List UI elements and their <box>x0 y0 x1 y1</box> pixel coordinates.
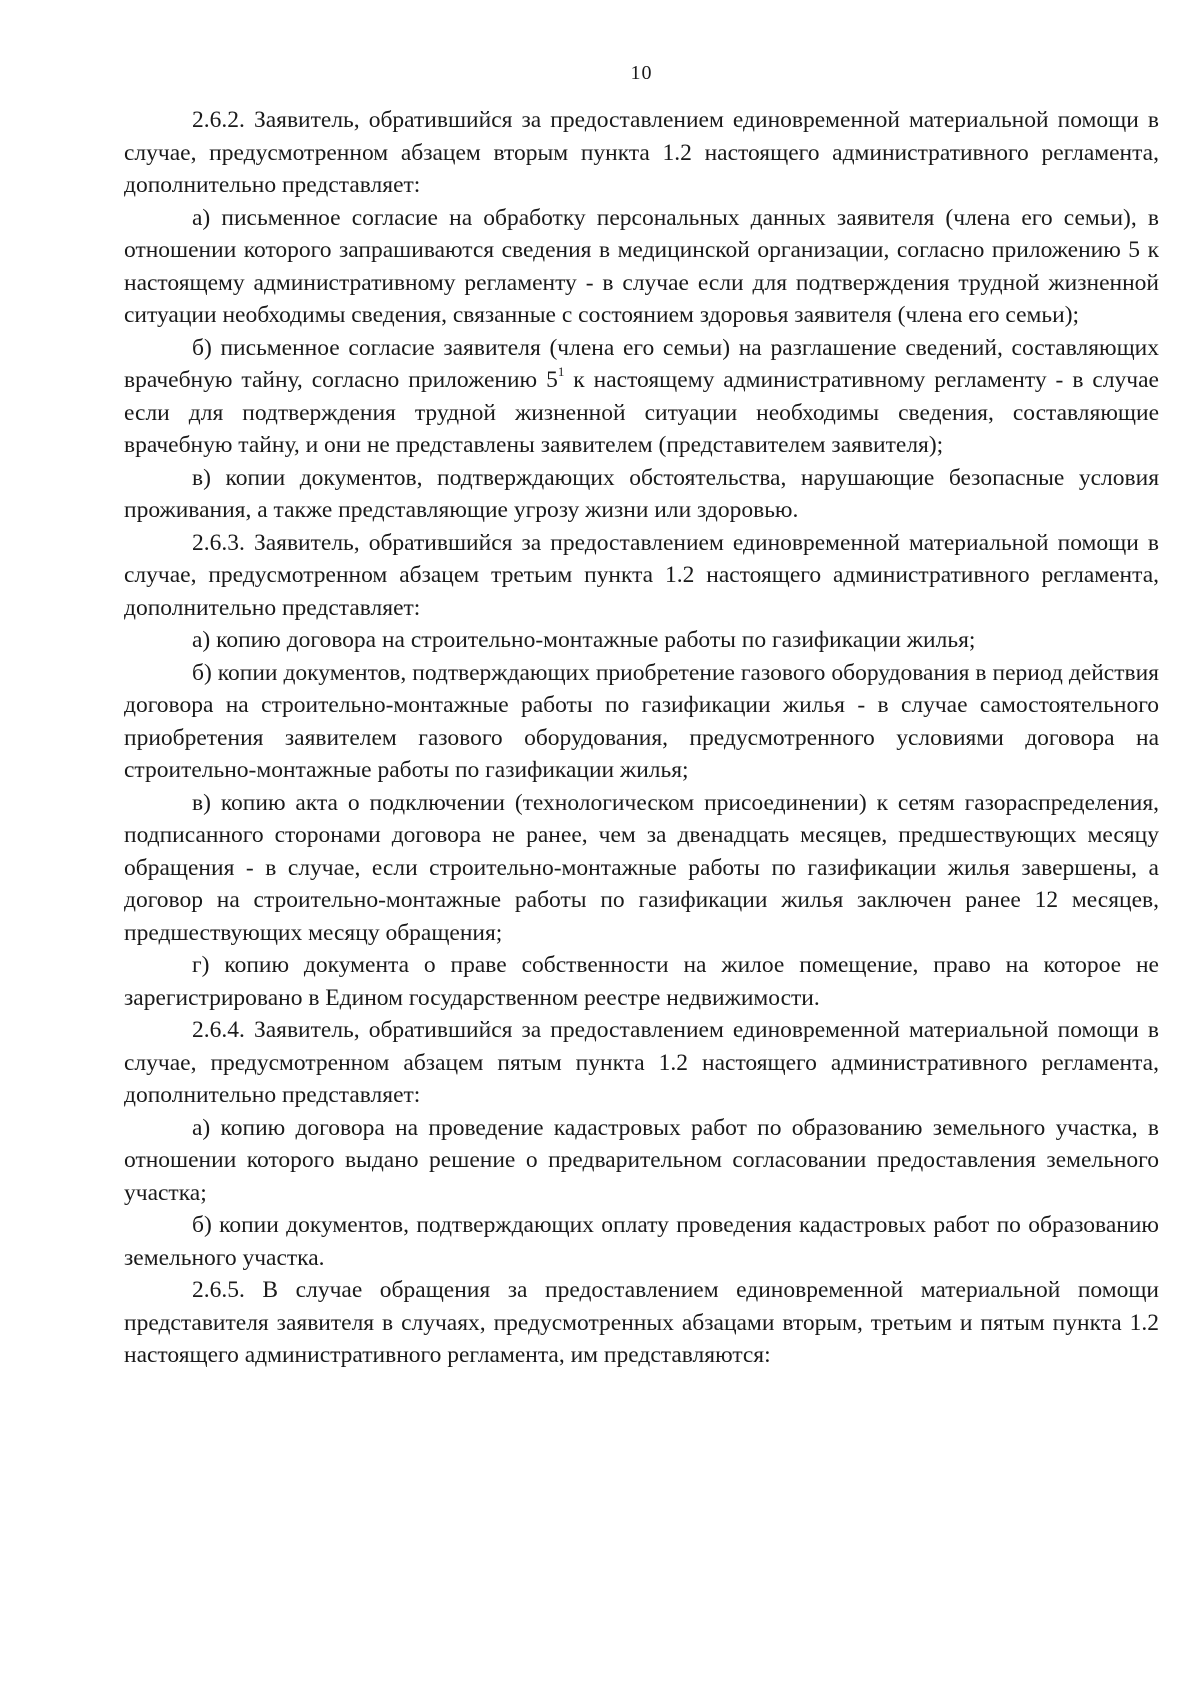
paragraph-2-6-3: 2.6.3. Заявитель, обратившийся за предоставлением единовременной материальной помощи в случае, предусмотренном абзацем третьим пункта 1.2 настоящего административного регламента, дополнительно представляет: <box>124 529 1159 621</box>
paragraph-2-6-3-a: а) копию договора на строительно-монтажные работы по газификации жилья; <box>192 627 976 653</box>
paragraph-2-6-4-a: а) копию договора на проведение кадастровых работ по образованию земельного участка, в отношении которого выдано решение о предварительном согласовании предоставления земельного участка; <box>124 1114 1159 1206</box>
paragraph-2-6-3-v: в) копию акта о подключении (технологическом присоединении) к сетям газораспределения, подписанного сторонами договора не ранее, чем за двенадцать месяцев, предшествующих месяцу обращения - в случае, если строительно-монтажные работы по газификации жилья завершены, а договор на строительно-монтажные работы по газификации жилья заключен ранее 12 месяцев, предшествующих месяцу обращения; <box>124 789 1159 946</box>
paragraph-2-6-2-b-start: б) письменное согласие заявителя (члена его семьи) на разглашение сведений, составляющих врачебную тайну, согласно приложению 5 <box>124 334 1159 393</box>
paragraph-2-6-3-b: б) копии документов, подтверждающих приобретение газового оборудования в период действия договора на строительно-монтажные работы по газификации жилья - в случае самостоятельного приобретения заявителем газового оборудования, предусмотренного условиями договора на строительно-монтажные работы по газификации жилья; <box>124 659 1159 783</box>
paragraph-2-6-5: 2.6.5. В случае обращения за предоставлением единовременной материальной помощи представителя заявителя в случаях, предусмотренных абзацами вторым, третьим и пятым пункта 1.2 настоящего административного регламента, им представляются: <box>124 1277 1159 1368</box>
paragraph-2-6-2-b-end: к настоящему административному регламенту - в случае если для подтверждения трудной жизненной ситуации необходимы сведения, составляющие врачебную тайну, и они не представлены заявителем (представителем заявителя); <box>124 367 1159 458</box>
document-body <box>124 104 1159 1372</box>
paragraph-2-6-2-b <box>124 332 1159 462</box>
paragraph-2-6-4-b: б) копии документов, подтверждающих оплату проведения кадастровых работ по образованию земельного участка. <box>124 1212 1159 1271</box>
paragraph-2-6-4: 2.6.4. Заявитель, обратившийся за предоставлением единовременной материальной помощи в случае, предусмотренном абзацем пятым пункта 1.2 настоящего административного регламента, дополнительно представляет: <box>124 1017 1159 1108</box>
paragraph-2-6-3-g: г) копию документа о праве собственности на жилое помещение, право на которое не зарегистрировано в Едином государственном реестре недвижимости. <box>124 952 1159 1011</box>
paragraph-2-6-2-v: в) копии документов, подтверждающих обстоятельства, нарушающие безопасные условия проживания, а также представляющие угрозу жизни или здоровью. <box>124 464 1159 523</box>
superscript-mark: 1 <box>557 364 565 380</box>
page-number: 10 <box>630 62 653 84</box>
paragraph-2-6-2: 2.6.2. Заявитель, обратившийся за предоставлением единовременной материальной помощи в случае, предусмотренном абзацем вторым пункта 1.2 настоящего административного регламента, дополнительно представляет: <box>124 107 1159 198</box>
paragraph-2-6-2-a: а) письменное согласие на обработку персональных данных заявителя (члена его семьи), в отношении которого запрашиваются сведения в медицинской организации, согласно приложению 5 к настоящему административному регламенту - в случае если для подтверждения трудной жизненной ситуации необходимы сведения, связанные с состоянием здоровья заявителя (члена его семьи); <box>124 204 1159 328</box>
